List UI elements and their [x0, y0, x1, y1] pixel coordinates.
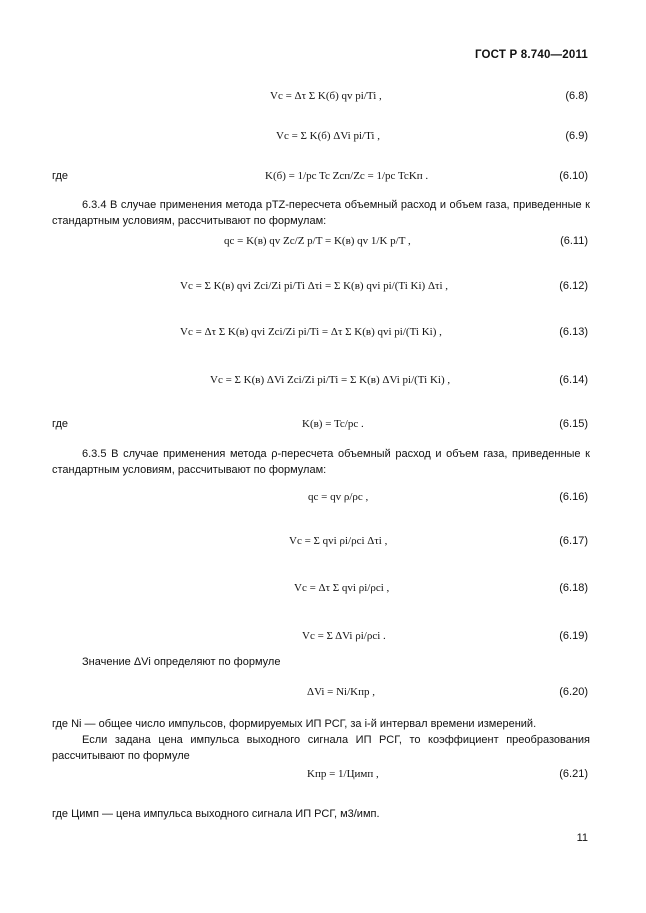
paragraph-6-3-5: 6.3.5 В случае применения метода ρ-пересчета объемный расход и объем газа, приведенные к стандартным условиям, рассчитывают по формулам:: [52, 448, 590, 476]
equation-number: (6.9): [565, 130, 588, 142]
equation-number: (6.11): [560, 235, 588, 247]
equation-6-11: [0, 235, 646, 255]
equation-number: (6.8): [565, 90, 588, 102]
equation-6-15: [0, 418, 646, 438]
equation-6-21: [0, 768, 646, 788]
formula: Vс = Σ K(б) ΔVi pi/Ti ,: [276, 130, 380, 142]
equation-number: (6.13): [559, 326, 588, 338]
formula: Vc = Σ ΔVi ρi/ρci .: [302, 630, 386, 642]
equation-6-12: [0, 280, 646, 300]
formula: Kпр = 1/Цимп ,: [307, 768, 379, 780]
equation-number: (6.17): [559, 535, 588, 547]
paragraph-c-definition: где Цимп — цена импульса выходного сигнала ИП РСГ, м3/имп.: [52, 808, 380, 820]
paragraph-dv-intro: Значение ΔVi определяют по формуле: [82, 656, 281, 668]
formula: K(б) = 1/pc Tc Zcп/Zc = 1/pc TcKп .: [265, 170, 429, 182]
formula: Vc = Σ K(в) qvi Zci/Zi pi/Ti Δτi = Σ K(в) qvi pi/(Ti Ki) Δτi ,: [180, 280, 448, 292]
equation-number: (6.15): [559, 418, 588, 430]
formula: Vc = Δτ Σ K(в) qvi Zci/Zi pi/Ti = Δτ Σ K(в) qvi pi/(Ti Ki) ,: [180, 326, 442, 338]
formula: Vc = Σ qvi ρi/ρci Δτi ,: [289, 535, 388, 547]
page-header: ГОСТ Р 8.740—2011: [474, 49, 588, 61]
equation-number: (6.16): [559, 491, 588, 503]
page-number: 11: [576, 832, 588, 844]
equation-6-17: [0, 535, 646, 555]
equation-number: (6.18): [559, 582, 588, 594]
equation-6-9: [0, 130, 646, 150]
equation-6-14: [0, 374, 646, 394]
paragraph-6-3-4: 6.3.4 В случае применения метода pTZ-пересчета объемный расход и объем газа, приведенные к стандартным условиям, рассчитывают по формулам:: [52, 199, 590, 227]
formula: qc = qv ρ/ρc ,: [308, 491, 369, 503]
formula: K(в) = Tc/pc .: [302, 418, 364, 430]
equation-6-16: [0, 491, 646, 511]
where-label: где: [52, 170, 69, 182]
equation-number: (6.10): [559, 170, 588, 182]
equation-6-18: [0, 582, 646, 602]
paragraph-kpr-intro: Если задана цена импульса выходного сигнала ИП РСГ, то коэффициент преобразования рассчитывают по формуле: [52, 734, 590, 762]
formula: qc = K(в) qv Zc/Z p/T = K(в) qv 1/K p/T ,: [224, 235, 411, 247]
equation-6-20: [0, 686, 646, 706]
formula: Vc = Σ K(в) ΔVi Zci/Zi pi/Ti = Σ K(в) ΔVi pi/(Ti Ki) ,: [210, 374, 451, 386]
equation-number: (6.12): [559, 280, 588, 292]
paragraph-ni-definition: где Ni — общее число импульсов, формируемых ИП РСГ, за i-й интервал времени измерений.: [52, 718, 537, 730]
equation-6-19: [0, 630, 646, 650]
formula: ΔVi = Ni/Kпр ,: [307, 686, 376, 698]
equation-6-13: [0, 326, 646, 346]
equation-number: (6.20): [559, 686, 588, 698]
formula: Vc = Δτ Σ qvi ρi/ρci ,: [294, 582, 390, 594]
equation-number: (6.21): [559, 768, 588, 780]
equation-6-10: [0, 170, 646, 190]
equation-number: (6.19): [559, 630, 588, 642]
equation-6-8: [0, 90, 646, 110]
formula: Vс = Δτ Σ K(б) qv pi/Ti ,: [270, 90, 382, 102]
equation-number: (6.14): [559, 374, 588, 386]
where-label: где: [52, 418, 69, 430]
